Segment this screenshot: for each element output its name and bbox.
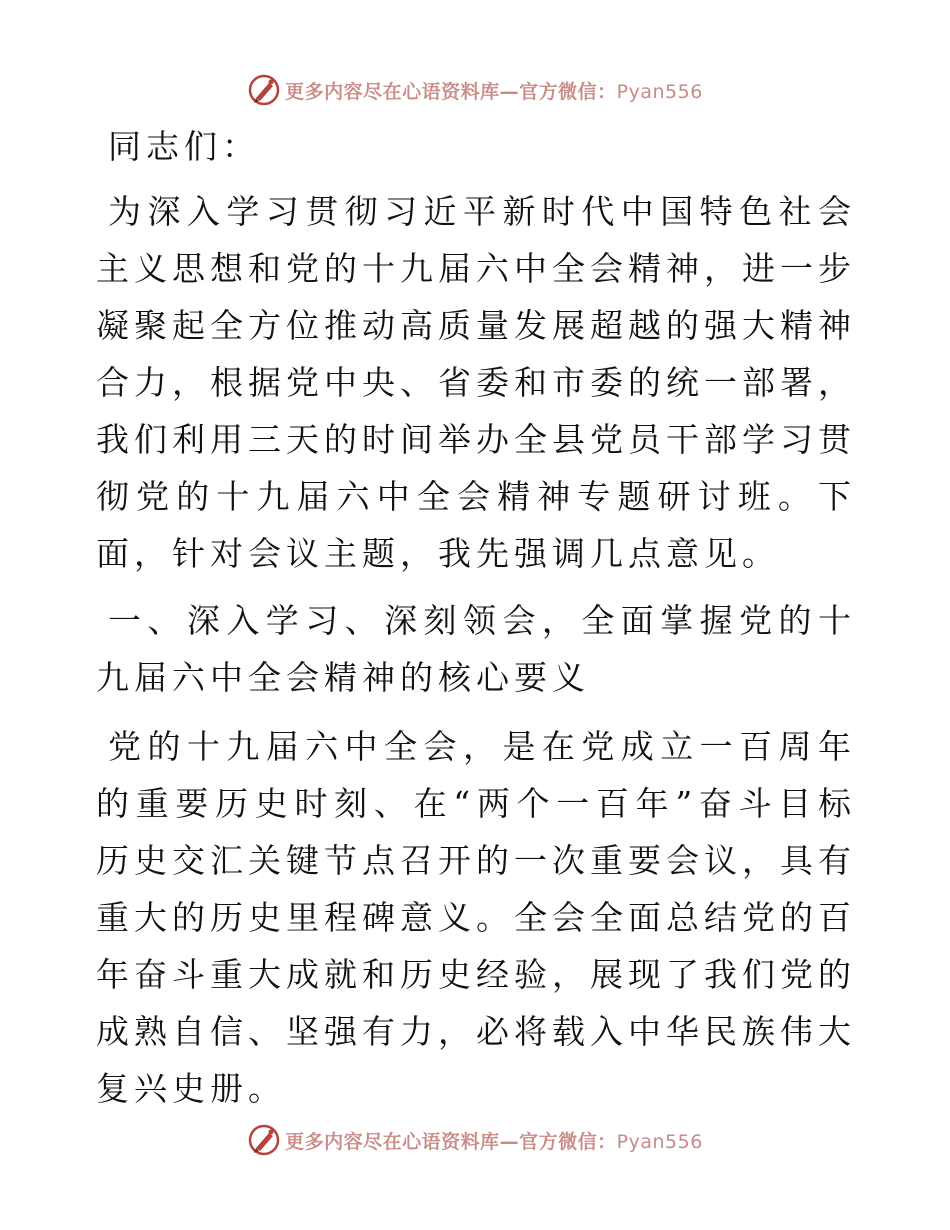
greeting: 同志们： (108, 127, 260, 166)
watermark-text (285, 77, 703, 104)
watermark-label: 更多内容尽在心语资料库—官方微信： (285, 1130, 617, 1153)
intro-paragraph: 为深入学习贯彻习近平新时代中国特色社会主义思想和党的十九届六中全会精神，进一步凝聚起全方位推动高质量发展超越的强大精神合力，根据党中央、省委和市委的统一部署，我们利用三天的时间举办全县党员干部学习贯彻党的十九届六中全会精神专题研讨班。下面，针对会议主题，我先强调几点意见。 (96, 192, 856, 573)
section-paragraph: 党的十九届六中全会，是在党成立一百周年的重要历史时刻、在“两个一百年”奋斗目标历史交汇关键节点召开的一次重要会议，具有重大的历史里程碑意义。全会全面总结党的百年奋斗重大成就和历史经验，展现了我们党的成熟自信、坚强有力，必将载入中华民族伟大复兴史册。 (96, 727, 856, 1108)
pen-logo-icon (247, 1123, 281, 1157)
watermark-wechat-id: Pyan556 (616, 80, 703, 103)
pen-logo-icon (247, 73, 281, 107)
watermark-label: 更多内容尽在心语资料库—官方微信： (285, 80, 617, 103)
document-body (96, 118, 856, 1117)
watermark-wechat-id: Pyan556 (616, 1130, 703, 1153)
watermark-header (0, 70, 950, 110)
watermark-text (285, 1127, 703, 1154)
section-heading: 一、深入学习、深刻领会，全面掌握党的十九届六中全会精神的核心要义 (96, 601, 856, 697)
watermark-footer (0, 1120, 950, 1160)
